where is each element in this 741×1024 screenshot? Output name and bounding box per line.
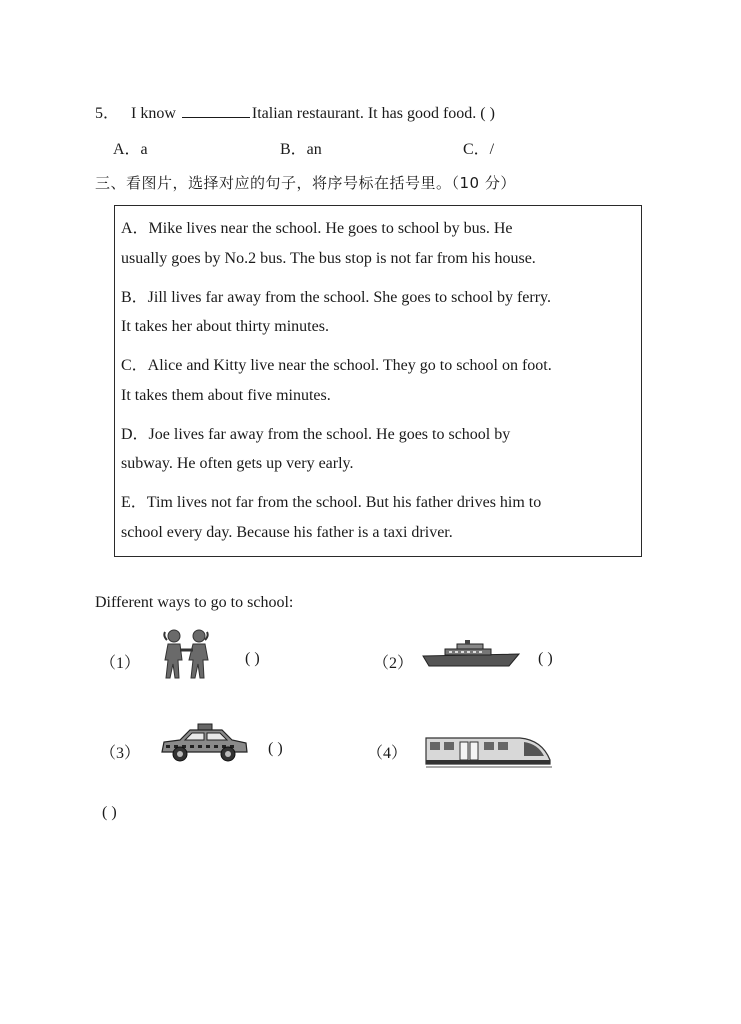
taxi-icon — [158, 722, 250, 764]
passage-line: A．Mike lives near the school. He goes to school by bus. He — [121, 220, 513, 237]
passage-line: subway. He often gets up very early. — [121, 455, 354, 472]
item-label-3: （3） — [100, 745, 141, 762]
subway-train-icon — [424, 732, 554, 768]
answer-bracket-3[interactable]: ( ) — [268, 740, 283, 757]
answer-blank[interactable] — [182, 103, 250, 118]
item-label-1: （1） — [100, 655, 141, 672]
answer-bracket[interactable]: ( ) — [480, 105, 495, 122]
answer-bracket-1[interactable]: ( ) — [245, 650, 260, 667]
answer-bracket-4[interactable]: ( ) — [102, 804, 117, 821]
question-text-start: I know — [131, 105, 176, 122]
question-text-end: Italian restaurant. It has good food. — [251, 105, 477, 122]
walking-children-icon — [157, 628, 217, 680]
answer-bracket-2[interactable]: ( ) — [538, 650, 553, 667]
item-label-2: （2） — [373, 655, 414, 672]
passage-line: E．Tim lives not far from the school. But his father drives him to — [121, 494, 542, 511]
ways-title: Different ways to go to school: — [95, 594, 294, 611]
passage-line: B．Jill lives far away from the school. She goes to school by ferry. — [121, 289, 551, 306]
question-5 — [95, 100, 495, 123]
ferry-icon — [421, 640, 521, 668]
item-label-4: （4） — [367, 745, 408, 762]
passage-line: C．Alice and Kitty live near the school. They go to school on foot. — [121, 357, 552, 374]
option-c[interactable]: C．/ — [463, 141, 495, 158]
passage-line: It takes her about thirty minutes. — [121, 318, 329, 335]
section-heading: 三、看图片，选择对应的句子，将序号标在括号里。（10 分） — [95, 174, 516, 192]
passage-line: usually goes by No.2 bus. The bus stop is not far from his house. — [121, 250, 536, 267]
option-a[interactable]: A．a — [113, 141, 148, 158]
option-b[interactable]: B．an — [280, 141, 322, 158]
passage-line: school every day. Because his father is a taxi driver. — [121, 524, 453, 541]
passage-line: It takes them about five minutes. — [121, 387, 331, 404]
question-number: 5． — [95, 105, 120, 122]
passage-line: D．Joe lives far away from the school. He goes to school by — [121, 426, 511, 443]
